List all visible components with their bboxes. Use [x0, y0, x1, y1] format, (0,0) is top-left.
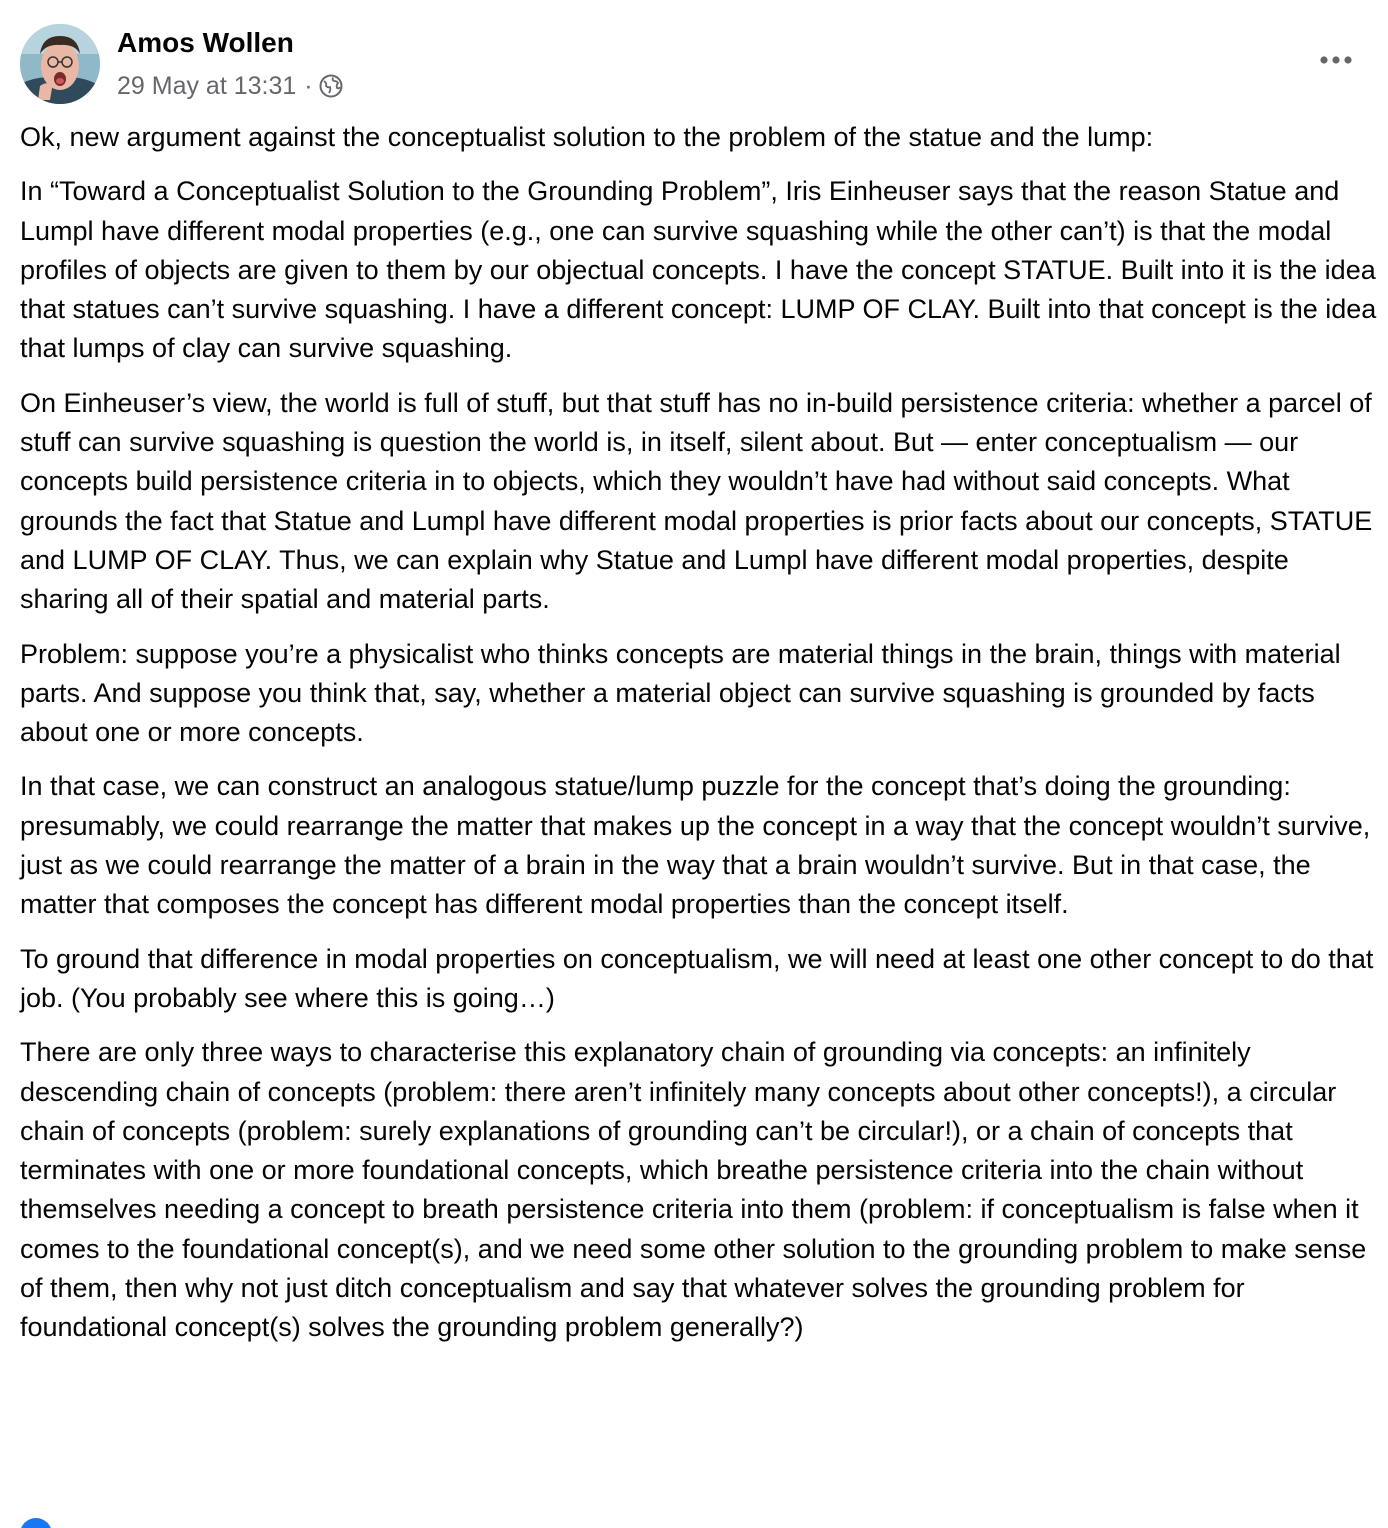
post-header [20, 24, 1368, 104]
avatar-photo-icon [20, 24, 100, 104]
reactions-bar [20, 1514, 64, 1528]
post-paragraph-6: To ground that difference in modal properties on conceptualism, we will need at least one other concept to do that job. (You probably see where this is going…) [20, 943, 1374, 1013]
avatar[interactable] [20, 24, 100, 104]
meta-separator: · [304, 71, 313, 100]
like-reaction-icon[interactable] [20, 1518, 52, 1528]
post-paragraph-1: Ok, new argument against the conceptualist solution to the problem of the statue and the lump: [20, 122, 1154, 152]
author-name[interactable]: Amos Wollen [117, 27, 294, 58]
post-timestamp[interactable]: 29 May at 13:31 [117, 71, 297, 100]
post-meta [117, 69, 343, 103]
globe-icon [319, 74, 343, 98]
post-paragraph-4: Problem: suppose you’re a physicalist who thinks concepts are material things in the brain, things with material parts. And suppose you think that, say, whether a material object can survive squashing is grounded by facts about one or more concepts. [20, 638, 1341, 748]
post-paragraph-3: On Einheuser’s view, the world is full of stuff, but that stuff has no in-build persistence criteria: whether a parcel of stuff can survive squashing is question the world is, in itself, silent about. But — enter conceptualism — our concepts build persistence criteria in to objects, which they wouldn’t have had without said concepts. What grounds the fact that Statue and Lumpl have different modal properties is prior facts about our concepts, STATUE and LUMP OF CLAY. Thus, we can explain why Statue and Lumpl have different modal properties, despite sharing all of their spatial and material parts. [20, 387, 1373, 615]
post-paragraph-7: There are only three ways to characterise this explanatory chain of grounding via concepts: an infinitely descending chain of concepts (problem: there aren’t infinitely many concepts about other concepts!), a circular chain of concepts (problem: surely explanations of grounding can’t be circular!), or a chain of concepts that terminates with one or more foundational concepts, which breathe persistence criteria into the chain without themselves needing a concept to breath persistence criteria into them (problem: if conceptualism is false when it comes to the foundational concept(s), and we need some other solution to the grounding problem to make sense of them, then why not just ditch conceptualism and say that whatever solves the grounding problem for foundational concept(s) solves the grounding problem generally?) [20, 1037, 1367, 1343]
post-paragraph-5: In that case, we can construct an analogous statue/lump puzzle for the concept that’s doing the grounding: presumably, we could rearrange the matter that makes up the concept in a way that the concept wouldn’t survive, just as we could rearrange the matter of a brain in the way that a brain wouldn’t survive. But in that case, the matter that composes the concept has different modal properties than the concept itself. [20, 771, 1371, 920]
more-options-icon[interactable] [1314, 44, 1358, 76]
post-body [20, 118, 1378, 1363]
post-paragraph-2: In “Toward a Conceptualist Solution to the Grounding Problem”, Iris Einheuser says that the reason Statue and Lumpl have different modal properties (e.g., one can survive squashing while the other can’t) is that the modal profiles of objects are given to them by our objectual concepts. I have the concept STATUE. Built into it is the idea that statues can’t survive squashing. I have a different concept: LUMP OF CLAY. Built into that concept is the idea that lumps of clay can survive squashing. [20, 176, 1377, 364]
